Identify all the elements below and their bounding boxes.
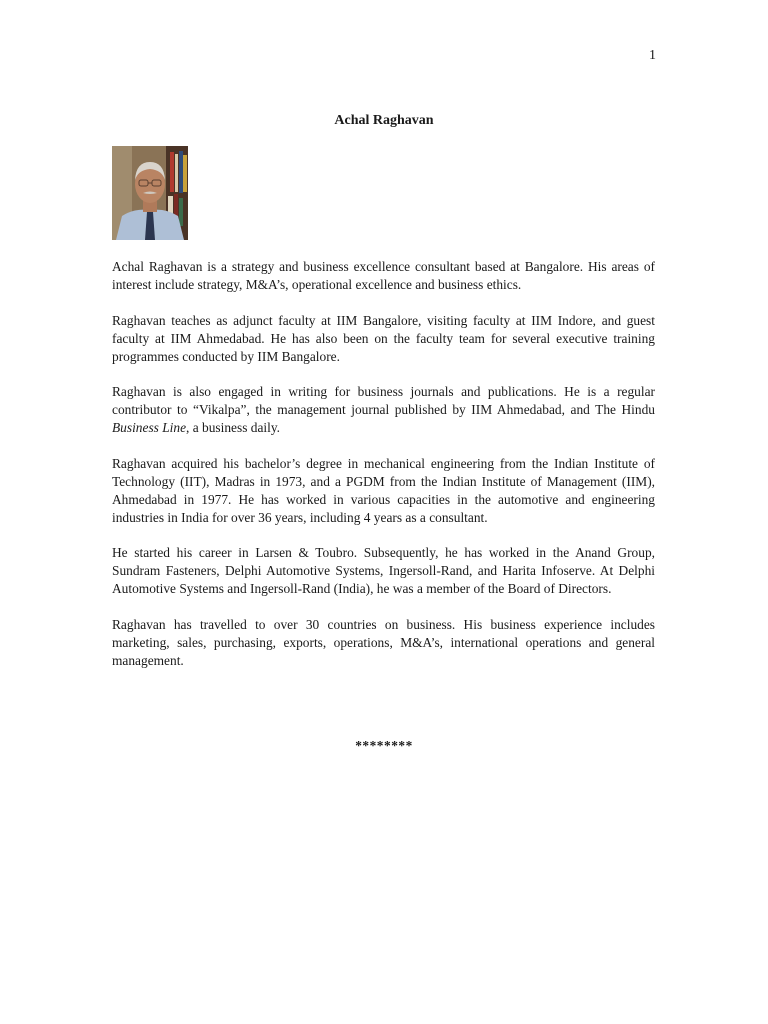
bio-paragraph-3-tail: , a business daily. [186,420,281,436]
bio-paragraph-1: Achal Raghavan is a strategy and business excellence consultant based at Bangalore. His areas of interest include strategy, M&A’s, operational excellence and business ethics. [112,259,655,292]
bio-paragraph-3 [112,383,655,437]
bio-paragraph-5: He started his career in Larsen & Toubro. Subsequently, he has worked in the Anand Group, Sundram Fasteners, Delphi Automotive Systems, Ingersoll-Rand, and Harita Infoserve. At Delphi Automotive Systems and Ingersoll-Rand (India), he was a member of the Board of Directors. [112,545,655,597]
page-number: 1 [649,48,656,63]
bio-paragraph-4: Raghavan acquired his bachelor’s degree in mechanical engineering from the Indian Institute of Technology (IIT), Madras in 1973, and a PGDM from the Indian Institute of Management (IIM), Ahmedabad in 1977. He has worked in various capacities in the automotive and engineering industries in India for over 36 years, including 4 years as a consultant. [112,455,655,525]
biography-body [112,258,655,688]
portrait-photo [112,146,188,240]
publication-name: Business Line [112,420,187,436]
page-title: Achal Raghavan [334,113,434,128]
bio-paragraph-2: Raghavan teaches as adjunct faculty at IIM Bangalore, visiting faculty at IIM Indore, and guest faculty at IIM Ahmedabad. He has also been on the faculty team for several executive training programmes conducted by IIM Bangalore. [112,312,655,364]
section-separator: ******** [355,738,413,753]
bio-paragraph-6: Raghavan has travelled to over 30 countries on business. His business experience includes marketing, sales, purchasing, exports, operations, M&A’s, international operations and general management. [112,617,655,668]
bio-paragraph-3-text: Raghavan is also engaged in writing for business journals and publications. He is a regular contributor to “Vikalpa”, the management journal published by IIM Ahmedabad, and The Hindu [112,384,655,418]
portrait-image [112,146,188,240]
